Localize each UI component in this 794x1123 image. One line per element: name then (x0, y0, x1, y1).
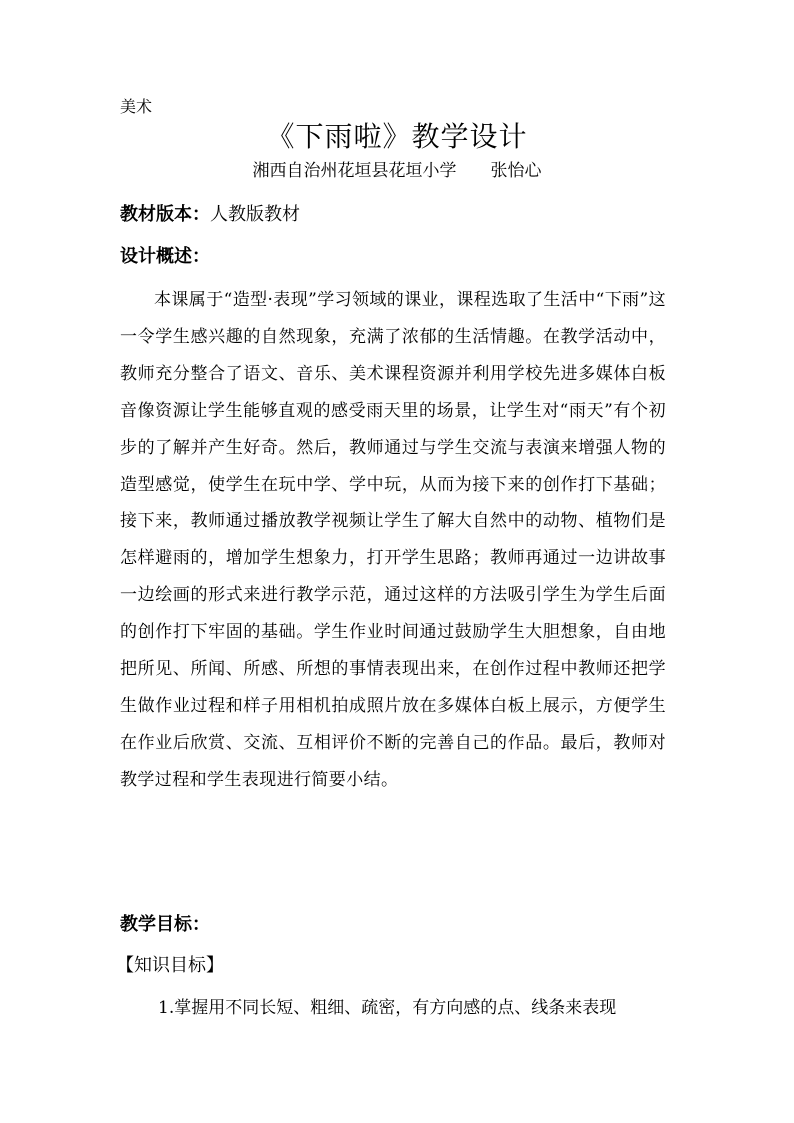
knowledge-objectives-heading: 【知识目标】 (116, 955, 224, 976)
objective-item-1: 1.掌握用不同长短、粗细、疏密，有方向感的点、线条来表现 (158, 998, 617, 1018)
objectives-heading: 教学目标： (120, 914, 210, 935)
subject-label: 美术 (120, 97, 153, 116)
edition-line (120, 202, 300, 228)
document-title: 《下雨啦》教学设计 (266, 120, 528, 153)
author-name: 张怡心 (490, 161, 542, 181)
school-name: 湘西自治州花垣县花垣小学 (252, 161, 457, 181)
overview-heading: 设计概述： (120, 246, 210, 267)
overview-paragraph: 本课属于“造型·表现”学习领域的课业，课程选取了生活中“下雨”这一令学生感兴趣的自然现象，充满了浓郁的生活情趣。在教学活动中，教师充分整合了语文、音乐、美术课程资源并利用学校先进多媒体白板音像资源让学生能够直观的感受雨天里的场景，让学生对“雨天”有个初步的了解并产生好奇。然后，教师通过与学生交流与表演来增强人物的造型感觉，使学生在玩中学、学中玩，从而为接下来的创作打下基础；接下来，教师通过播放教学视频让学生了解大自然中的动物、植物们是怎样避雨的，增加学生想象力，打开学生思路；教师再通过一边讲故事一边绘画的形式来进行教学示范，通过这样的方法吸引学生为学生后面的创作打下牢固的基础。学生作业时间通过鼓励学生大胆想象，自由地把所见、所闻、所感、所想的事情表现出来，在创作过程中教师还把学生做作业过程和样子用相机拍成照片放在多媒体白板上展示，方便学生在作业后欣赏、交流、互相评价不断的完善自己的作品。最后，教师对教学过程和学生表现进行简要小结。 (120, 290, 666, 790)
edition-label: 教材版本： (120, 204, 210, 225)
edition-value: 人教版教材 (210, 204, 300, 225)
byline (0, 158, 794, 184)
